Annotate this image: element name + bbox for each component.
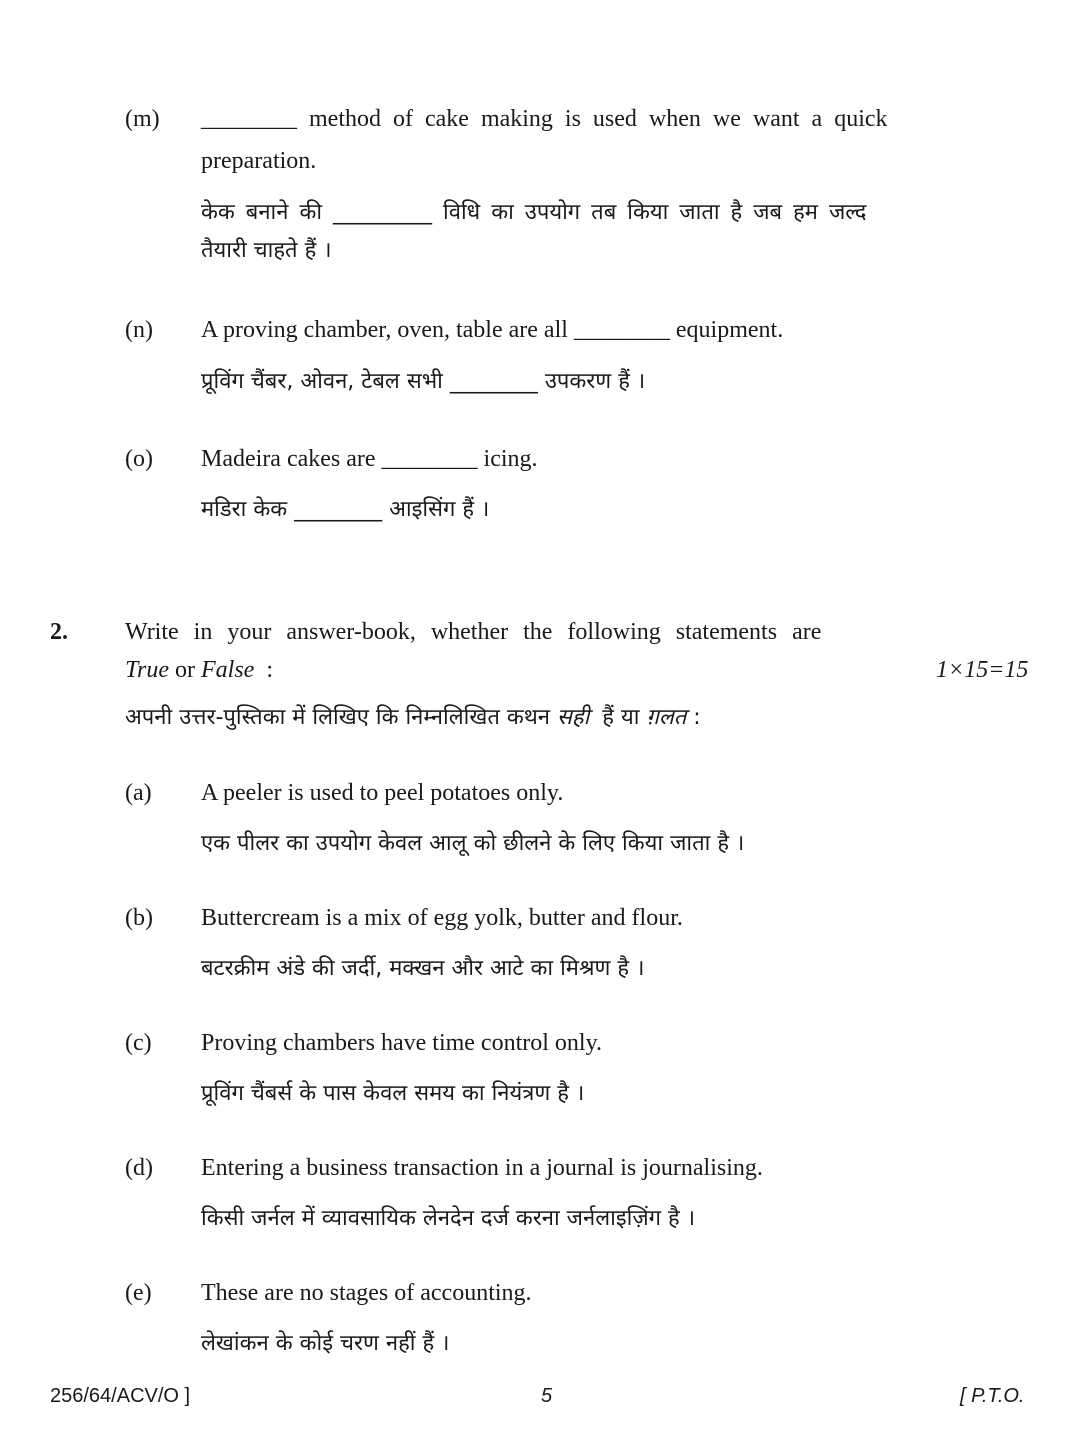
q2-item-e-hindi: लेखांकन के कोई चरण नहीं हैं ।	[201, 1331, 450, 1356]
item-n-english: A proving chamber, oven, table are all ________ equipment.	[201, 317, 784, 343]
hindi-colon: :	[693, 705, 701, 730]
q2-hindi-instruction-b: हैं या	[602, 705, 640, 730]
q2-instruction-line1	[125, 616, 979, 648]
true-word: True	[125, 657, 170, 683]
hindi-sahi: सही	[557, 705, 590, 730]
item-label-n: (n)	[125, 317, 153, 343]
item-o-english: Madeira cakes are ________ icing.	[201, 446, 538, 472]
footer-pto: [ P.T.O.	[960, 1385, 1025, 1407]
q2-item-a-hindi: एक पीलर का उपयोग केवल आलू को छीलने के लिए किया जाता है ।	[201, 831, 745, 856]
item-m-english-line1-text: ________ method of cake making is used when we want a quick	[201, 106, 888, 132]
item-m-english-line2: preparation.	[201, 148, 317, 174]
q2-item-e-english: These are no stages of accounting.	[201, 1280, 532, 1306]
q2-item-label-a: (a)	[125, 780, 152, 806]
hindi-galat: ग़लत	[646, 705, 687, 730]
q2-item-label-e: (e)	[125, 1280, 152, 1306]
q2-item-d-hindi: किसी जर्नल में व्यावसायिक लेनदेन दर्ज करना जर्नलाइज़िंग है ।	[201, 1206, 696, 1231]
q2-item-c-hindi: प्रूविंग चैंबर्स के पास केवल समय का नियंत्रण है ।	[201, 1081, 585, 1106]
q2-item-label-d: (d)	[125, 1155, 153, 1181]
footer-page-number: 5	[541, 1385, 553, 1407]
item-label-m: (m)	[125, 106, 160, 132]
item-n-hindi: प्रूविंग चैंबर, ओवन, टेबल सभी ________ उपकरण हैं ।	[201, 369, 646, 394]
q2-item-d-english: Entering a business transaction in a journal is journalising.	[201, 1155, 763, 1181]
q2-hindi-instruction	[125, 701, 701, 735]
q2-item-b-hindi: बटरक्रीम अंडे की जर्दी, मक्खन और आटे का मिश्रण है ।	[201, 956, 645, 981]
q2-item-b-english: Buttercream is a mix of egg yolk, butter and flour.	[201, 905, 683, 931]
q2-item-label-c: (c)	[125, 1030, 152, 1056]
footer-paper-code: 256/64/ACV/O ]	[50, 1385, 191, 1407]
q2-instruction-line2	[125, 654, 273, 686]
item-m-hindi-line1: केक बनाने की _________ विधि का उपयोग तब किया जाता है जब हम जल्द	[201, 200, 867, 225]
q2-item-label-b: (b)	[125, 905, 153, 931]
item-label-o: (o)	[125, 446, 153, 472]
q2-instruction-line1-text: Write in your answer-book, whether the following statements are	[125, 619, 822, 645]
q2-item-a-english: A peeler is used to peel potatoes only.	[201, 780, 564, 806]
or-word: or	[175, 657, 196, 683]
colon: :	[266, 657, 274, 683]
item-m-english-line1	[201, 103, 979, 135]
item-m-hindi-line2: तैयारी चाहते हैं ।	[201, 238, 332, 263]
marks-allocation: 1×15=15	[936, 657, 1029, 683]
q2-hindi-instruction-a: अपनी उत्तर-पुस्तिका में लिखिए कि निम्नलिखित कथन	[125, 705, 551, 730]
q2-item-c-english: Proving chambers have time control only.	[201, 1030, 603, 1056]
question-number-2: 2.	[50, 619, 68, 645]
item-o-hindi: मडिरा केक ________ आइसिंग हैं ।	[201, 497, 490, 522]
false-word: False	[201, 657, 255, 683]
